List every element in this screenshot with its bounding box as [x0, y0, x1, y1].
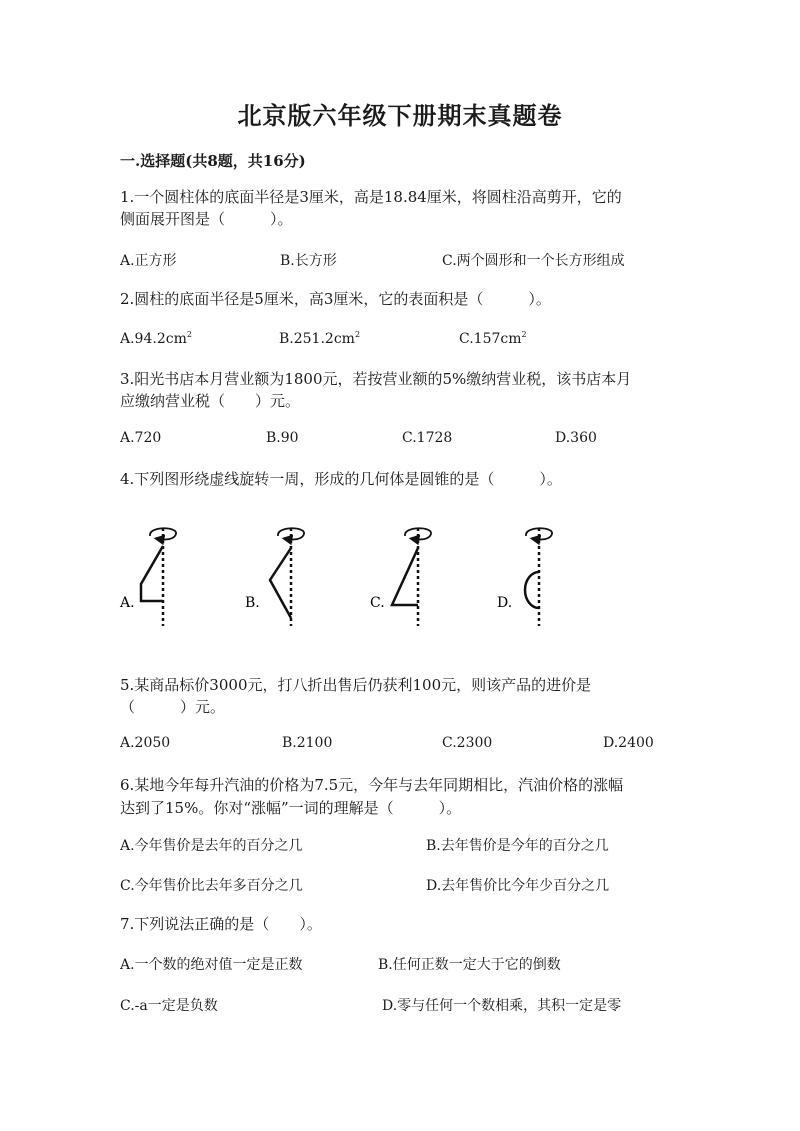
question-7-line-1: 7.下列说法正确的是（ ）。	[120, 915, 322, 933]
question-1-line-1: 1.一个圆柱体的底面半径是3厘米，高是18.84厘米，将圆柱沿高剪开，它的	[120, 188, 622, 206]
q2-option-b: $B.251.2cm^2$	[279, 330, 361, 347]
figure-label-a: A.	[120, 595, 135, 611]
q5-option-b: B.2100	[282, 735, 333, 751]
unit-superscript: 2	[186, 330, 192, 339]
q1-option-c: C.两个圆形和一个长方形组成	[442, 253, 625, 269]
q6-option-c: C.今年售价比去年多百分之几	[120, 878, 303, 894]
q6-option-b: B.去年售价是今年的百分之几	[426, 838, 609, 854]
figure-a	[141, 528, 176, 626]
question-4-line-1: 4.下列图形绕虚线旋转一周，形成的几何体是圆锥的是（ ）。	[120, 470, 562, 488]
section-heading: 一.选择题(共8题，共16分)	[120, 152, 306, 170]
q3-option-a: A.720	[120, 430, 162, 446]
unit-superscript: 2	[521, 330, 527, 339]
figure-d	[525, 528, 552, 626]
q7-option-b: B.任何正数一定大于它的倒数	[378, 957, 561, 973]
question-5-line-1: 5.某商品标价3000元，打八折出售后仍获利100元，则该产品的进价是	[120, 676, 592, 694]
q5-option-d: D.2400	[603, 735, 654, 751]
q3-option-d: D.360	[555, 430, 597, 446]
question-3-line-2: 应缴纳营业税（ ）元。	[120, 392, 301, 410]
figure-label-c: C.	[370, 595, 385, 611]
q7-option-a: A.一个数的绝对值一定是正数	[120, 957, 303, 973]
question-3-line-1: 3.阳光书店本月营业额为1800元，若按营业额的5%缴纳营业税，该书店本月	[120, 370, 632, 388]
q5-option-a: A.2050	[120, 735, 171, 751]
question-2-line-1: 2.圆柱的底面半径是5厘米，高3厘米，它的表面积是（ ）。	[120, 290, 551, 308]
question-5-line-2: （ ）元。	[120, 698, 226, 716]
q6-option-d: D.去年售价比今年少百分之几	[426, 878, 610, 894]
question-6-line-2: 达到了15%。你对“涨幅”一词的理解是（ ）。	[120, 799, 462, 817]
figure-c	[392, 528, 431, 626]
q7-option-d: D.零与任何一个数相乘，其积一定是零	[382, 998, 622, 1014]
shape-c	[392, 548, 418, 605]
q1-option-b: B.长方形	[280, 253, 337, 269]
q1-option-a: A.正方形	[120, 253, 177, 269]
q2-option-a: $A.94.2cm^2$	[120, 330, 192, 347]
figure-label-b: B.	[245, 595, 260, 611]
q3-option-c: C.1728	[402, 430, 453, 446]
question-1-line-2: 侧面展开图是（ ）。	[120, 210, 293, 228]
q3-option-b: B.90	[266, 430, 299, 446]
figure-label-d: D.	[497, 595, 513, 611]
question-6-line-1: 6.某地今年每升汽油的价格为7.5元，今年与去年同期相比，汽油价格的涨幅	[120, 776, 624, 794]
q7-option-c: C.-a一定是负数	[120, 998, 218, 1014]
figure-b	[270, 528, 304, 626]
shape-b	[270, 548, 291, 618]
q6-option-a: A.今年售价是去年的百分之几	[120, 838, 303, 854]
page-title: 北京版六年级下册期末真题卷	[237, 101, 563, 130]
shape-d	[525, 572, 539, 608]
shape-a	[141, 546, 163, 601]
q2-option-c: $C.157cm^2$	[459, 330, 527, 347]
q5-option-c: C.2300	[442, 735, 493, 751]
unit-superscript: 2	[354, 330, 361, 339]
